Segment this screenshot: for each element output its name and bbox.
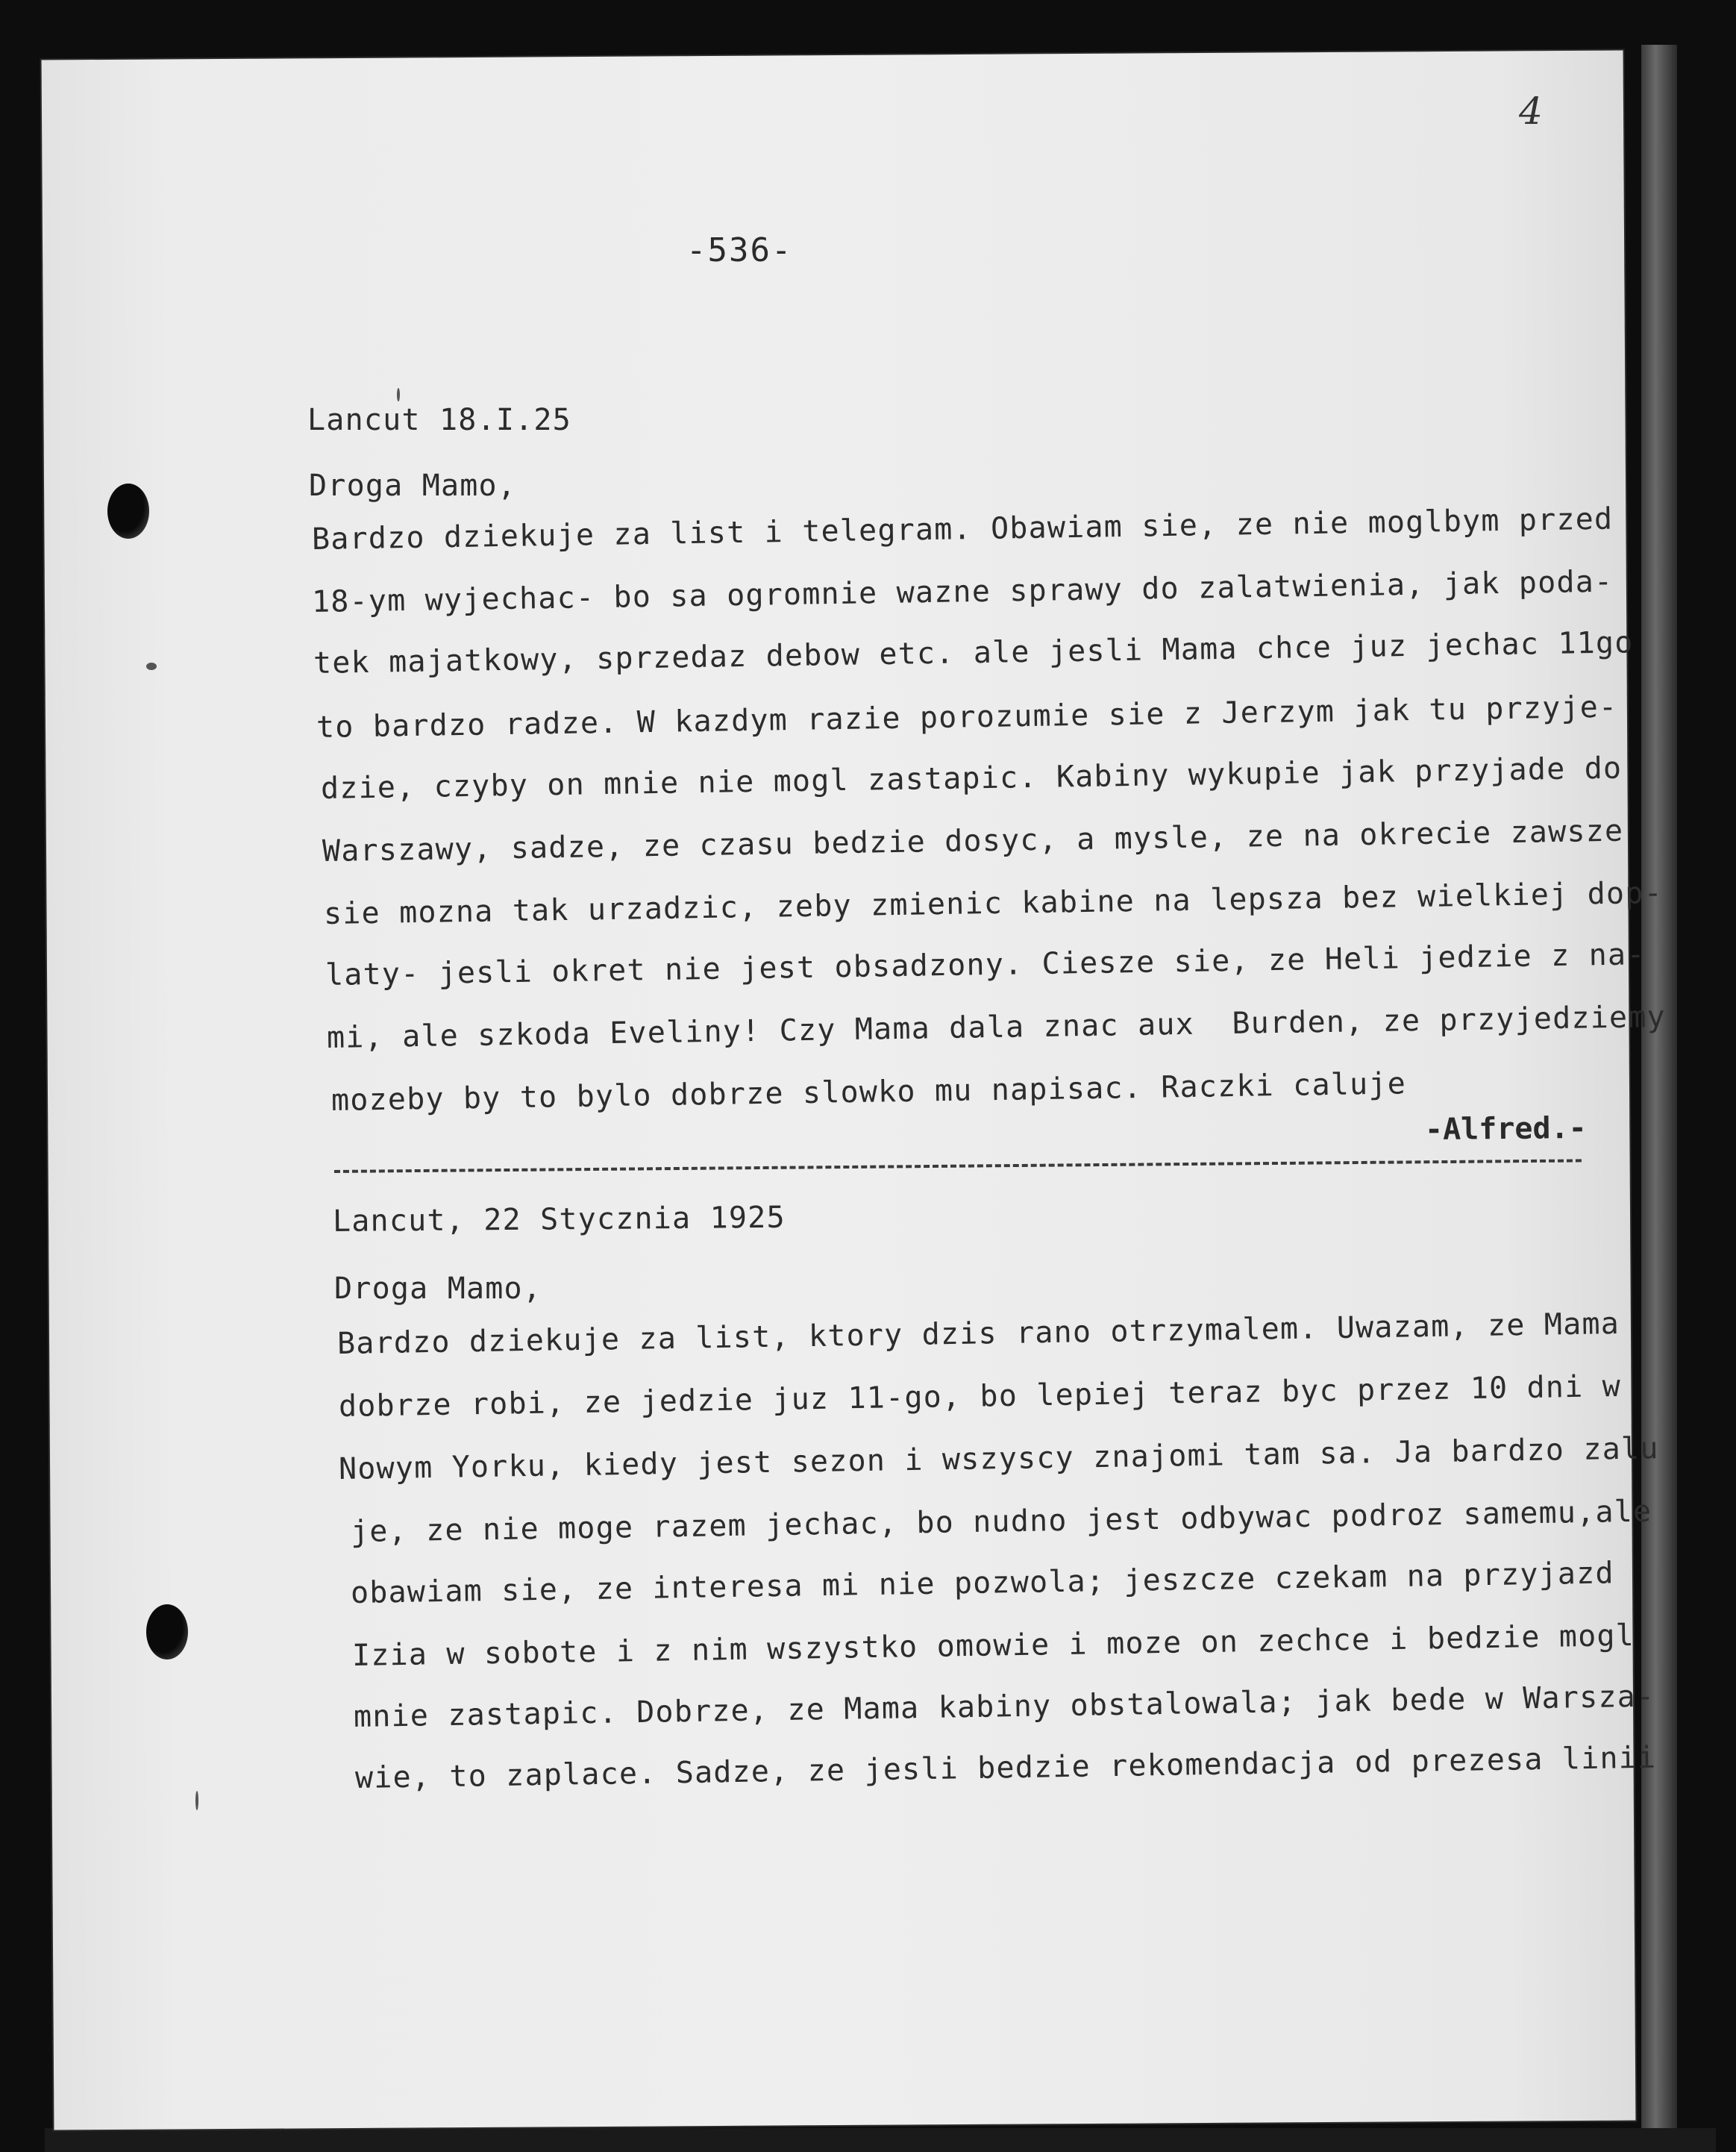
letter1-line: tek majatkowy, sprzedaz debow etc. ale jesli Mama chce juz jechac 11go <box>313 625 1634 681</box>
corner-mark: 4 <box>1519 90 1543 133</box>
letter1-line: Bardzo dziekuje za list i telegram. Obawiam sie, ze nie moglbym przed <box>311 501 1614 557</box>
letter1-line: mi, ale szkoda Eveliny! Czy Mama dala znac aux Burden, ze przyjedziemy <box>326 999 1667 1055</box>
scan-bottom-edge <box>45 2128 1716 2152</box>
letter2-place-date: Lancut, 22 Stycznia 1925 <box>332 1200 786 1239</box>
letter2-line: obawiam sie, ze interesa mi nie pozwola; jeszcze czekam na przyjazd <box>350 1556 1615 1610</box>
speck <box>397 388 400 401</box>
punch-hole-bottom <box>146 1604 188 1660</box>
letter2-line: mnie zastapic. Dobrze, ze Mama kabiny obstalowala; jak bede w Warsza- <box>353 1679 1655 1734</box>
letter1-line: dzie, czyby on mnie nie mogl zastapic. Kabiny wykupie jak przyjade do <box>320 751 1623 806</box>
punch-hole-top <box>107 484 149 539</box>
speck <box>146 663 157 670</box>
letter2-line: Izia w sobote i z nim wszystko omowie i moze on zechce i bedzie mogl <box>351 1618 1635 1673</box>
scan-edge-strip <box>1641 45 1677 2134</box>
letter1-line: 18-ym wyjechac- bo sa ogromnie wazne sprawy do zalatwienia, jak poda- <box>311 564 1614 619</box>
letter1-line: Warszawy, sadze, ze czasu bedzie dosyc, a mysle, ze na okrecie zawsze <box>322 813 1624 869</box>
letter1-signature: -Alfred.- <box>1424 1110 1587 1148</box>
letter2-line: je, ze nie moge razem jechac, bo nudno jest odbywac podroz samemu,ale <box>350 1494 1652 1549</box>
letter1-line: laty- jesli okret nie jest obsadzony. Ciesze sie, ze Heli jedzie z na- <box>325 937 1646 992</box>
letter1-line: to bardzo radze. W kazdym razie porozumie sie z Jerzym jak tu przyje- <box>316 689 1618 745</box>
letter2-line: Bardzo dziekuje za list, ktory dzis rano otrzymalem. Uwazam, ze Mama <box>336 1306 1620 1361</box>
letter2-line: wie, to zaplace. Sadze, ze jesli bedzie rekomendacja od prezesa linii <box>354 1740 1657 1795</box>
letter1-line: sie mozna tak urzadzic, zeby zmienic kabine na lepsza bez wielkiej dop- <box>323 875 1664 931</box>
letter1-line: mozeby by to bylo dobrze slowko mu napisac. Raczki caluje <box>330 1066 1407 1118</box>
letter1-salutation: Droga Mamo, <box>309 469 517 503</box>
letter1-place-date: Lancut 18.I.25 <box>307 403 571 437</box>
letter2-salutation: Droga Mamo, <box>334 1272 542 1306</box>
page-number: -536- <box>686 231 793 269</box>
speck <box>195 1791 198 1810</box>
letter2-line: dobrze robi, ze jedzie juz 11-go, bo lepiej teraz byc przez 10 dni w <box>338 1369 1622 1424</box>
letter2-line: Nowym Yorku, kiedy jest sezon i wszyscy znajomi tam sa. Ja bardzo zalu <box>338 1431 1659 1486</box>
